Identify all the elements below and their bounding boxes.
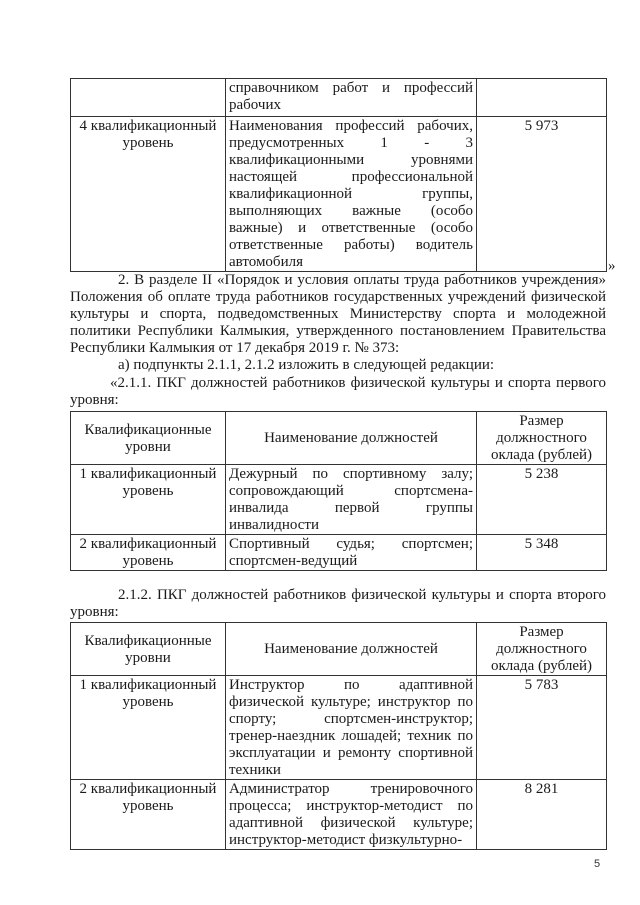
- table-row: [71, 117, 607, 272]
- header-description: Наименование должностей: [226, 623, 477, 676]
- description-cell: справочником работ и профессий рабочих: [226, 79, 477, 117]
- level-cell: [71, 79, 226, 117]
- header-salary: Размер должностного оклада (рублей): [477, 412, 607, 465]
- description-cell: Спортивный судья; спортсмен; спортсмен-ведущий: [226, 535, 477, 571]
- level-cell: 1 квалификационный уровень: [71, 676, 226, 780]
- paragraph-section-2: 2. В разделе II «Порядок и условия оплаты труда работников учреждения» Положения об оплате труда работников государственных учреждений физической культуры и спорта, подведомственных Министерству спорта и молодежной политики Республики Калмыкия, утвержденного постановлением Правительства Республики Калмыкия от 17 декабря 2019 г. № 373:: [70, 272, 606, 356]
- table-row: [71, 535, 607, 571]
- description-cell: Администратор тренировочного процесса; инструктор-методист по адаптивной физической культуре; инструктор-методист физкультурно-: [226, 780, 477, 850]
- table-row: [71, 79, 607, 117]
- paragraph-pkg-second-level: 2.1.2. ПКГ должностей работников физической культуры и спорта второго уровня:: [70, 587, 606, 620]
- salary-cell: 5 348: [477, 535, 607, 571]
- level-cell: 2 квалификационный уровень: [71, 535, 226, 571]
- table-row: [71, 676, 607, 780]
- salary-cell: 5 783: [477, 676, 607, 780]
- table-pkg-first-level: [70, 411, 607, 571]
- table-top-continuation: [70, 78, 607, 272]
- closing-quote: »: [608, 258, 616, 274]
- salary-cell: 8 281: [477, 780, 607, 850]
- paragraph-pkg-first-level: «2.1.1. ПКГ должностей работников физической культуры и спорта первого уровня:: [70, 375, 606, 408]
- description-cell: Дежурный по спортивному залу; сопровождающий спортсмена-инвалида первой группы инвалидности: [226, 465, 477, 535]
- table-row: [71, 465, 607, 535]
- page-number: 5: [594, 858, 601, 870]
- level-cell: 4 квалификационный уровень: [71, 117, 226, 272]
- header-description: Наименование должностей: [226, 412, 477, 465]
- table-row: [71, 780, 607, 850]
- paragraph-subitem-a: а) подпункты 2.1.1, 2.1.2 изложить в следующей редакции:: [118, 357, 495, 373]
- salary-cell: 5 973: [477, 117, 607, 272]
- table-header-row: [71, 412, 607, 465]
- salary-cell: [477, 79, 607, 117]
- description-cell: Наименования профессий рабочих, предусмотренных 1 - 3 квалификационными уровнями настоящей профессиональной квалификационной группы, выполняющих важные (особо важные) и ответственные (особо ответственные работы) водитель автомобиля: [226, 117, 477, 272]
- header-salary: Размер должностного оклада (рублей): [477, 623, 607, 676]
- description-cell: Инструктор по адаптивной физической культуре; инструктор по спорту; спортсмен-инструктор; тренер-наездник лошадей; техник по эксплуатации и ремонту спортивной техники: [226, 676, 477, 780]
- table-pkg-second-level: [70, 622, 607, 850]
- table-header-row: [71, 623, 607, 676]
- salary-cell: 5 238: [477, 465, 607, 535]
- level-cell: 2 квалификационный уровень: [71, 780, 226, 850]
- header-level: Квалификационные уровни: [71, 623, 226, 676]
- level-cell: 1 квалификационный уровень: [71, 465, 226, 535]
- header-level: Квалификационные уровни: [71, 412, 226, 465]
